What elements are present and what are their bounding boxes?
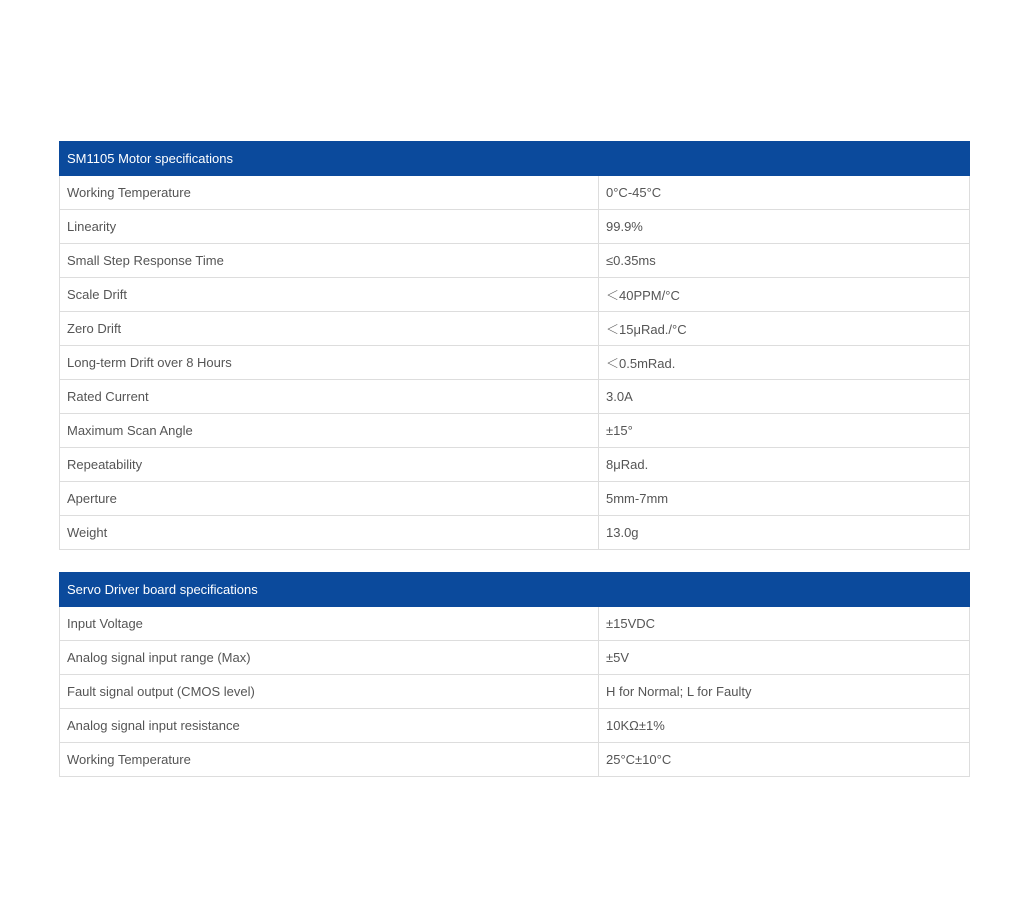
spec-value: ＜0.5mRad. [599, 346, 970, 380]
spec-value: 3.0A [599, 380, 970, 414]
table-row [60, 516, 970, 550]
spec-label: Zero Drift [60, 312, 599, 346]
motor-spec-title: SM1105 Motor specifications [60, 142, 970, 176]
spec-label: Linearity [60, 210, 599, 244]
spec-label: Weight [60, 516, 599, 550]
spec-label: Aperture [60, 482, 599, 516]
table-row [60, 709, 970, 743]
spec-value: 0°C-45°C [599, 176, 970, 210]
table-header-row [60, 142, 970, 176]
spec-value: 8μRad. [599, 448, 970, 482]
spec-value: 5mm-7mm [599, 482, 970, 516]
table-row [60, 482, 970, 516]
table-row [60, 278, 970, 312]
spec-value: 25°C±10°C [599, 743, 970, 777]
spec-value: 10KΩ±1% [599, 709, 970, 743]
spec-label: Input Voltage [60, 607, 599, 641]
table-header-row [60, 573, 970, 607]
spec-value: ±5V [599, 641, 970, 675]
spec-label: Analog signal input range (Max) [60, 641, 599, 675]
table-row [60, 641, 970, 675]
spec-label: Analog signal input resistance [60, 709, 599, 743]
driver-spec-table [59, 572, 970, 777]
spec-value: ≤0.35ms [599, 244, 970, 278]
table-row [60, 380, 970, 414]
spec-label: Maximum Scan Angle [60, 414, 599, 448]
spec-value: H for Normal; L for Faulty [599, 675, 970, 709]
spec-value: ±15° [599, 414, 970, 448]
spec-value: ＜40PPM/°C [599, 278, 970, 312]
spec-value: ＜15μRad./°C [599, 312, 970, 346]
spec-value: ±15VDC [599, 607, 970, 641]
table-row [60, 210, 970, 244]
table-row [60, 607, 970, 641]
table-row [60, 448, 970, 482]
table-row [60, 346, 970, 380]
table-row [60, 176, 970, 210]
spec-label: Scale Drift [60, 278, 599, 312]
table-row [60, 414, 970, 448]
spec-label: Small Step Response Time [60, 244, 599, 278]
table-row [60, 312, 970, 346]
spec-label: Working Temperature [60, 743, 599, 777]
spec-value: 13.0g [599, 516, 970, 550]
spec-label: Long-term Drift over 8 Hours [60, 346, 599, 380]
spec-label: Repeatability [60, 448, 599, 482]
spec-label: Working Temperature [60, 176, 599, 210]
table-row [60, 244, 970, 278]
spec-label: Rated Current [60, 380, 599, 414]
spec-label: Fault signal output (CMOS level) [60, 675, 599, 709]
driver-spec-title: Servo Driver board specifications [60, 573, 970, 607]
motor-spec-table [59, 141, 970, 550]
table-row [60, 675, 970, 709]
spec-value: 99.9% [599, 210, 970, 244]
table-row [60, 743, 970, 777]
